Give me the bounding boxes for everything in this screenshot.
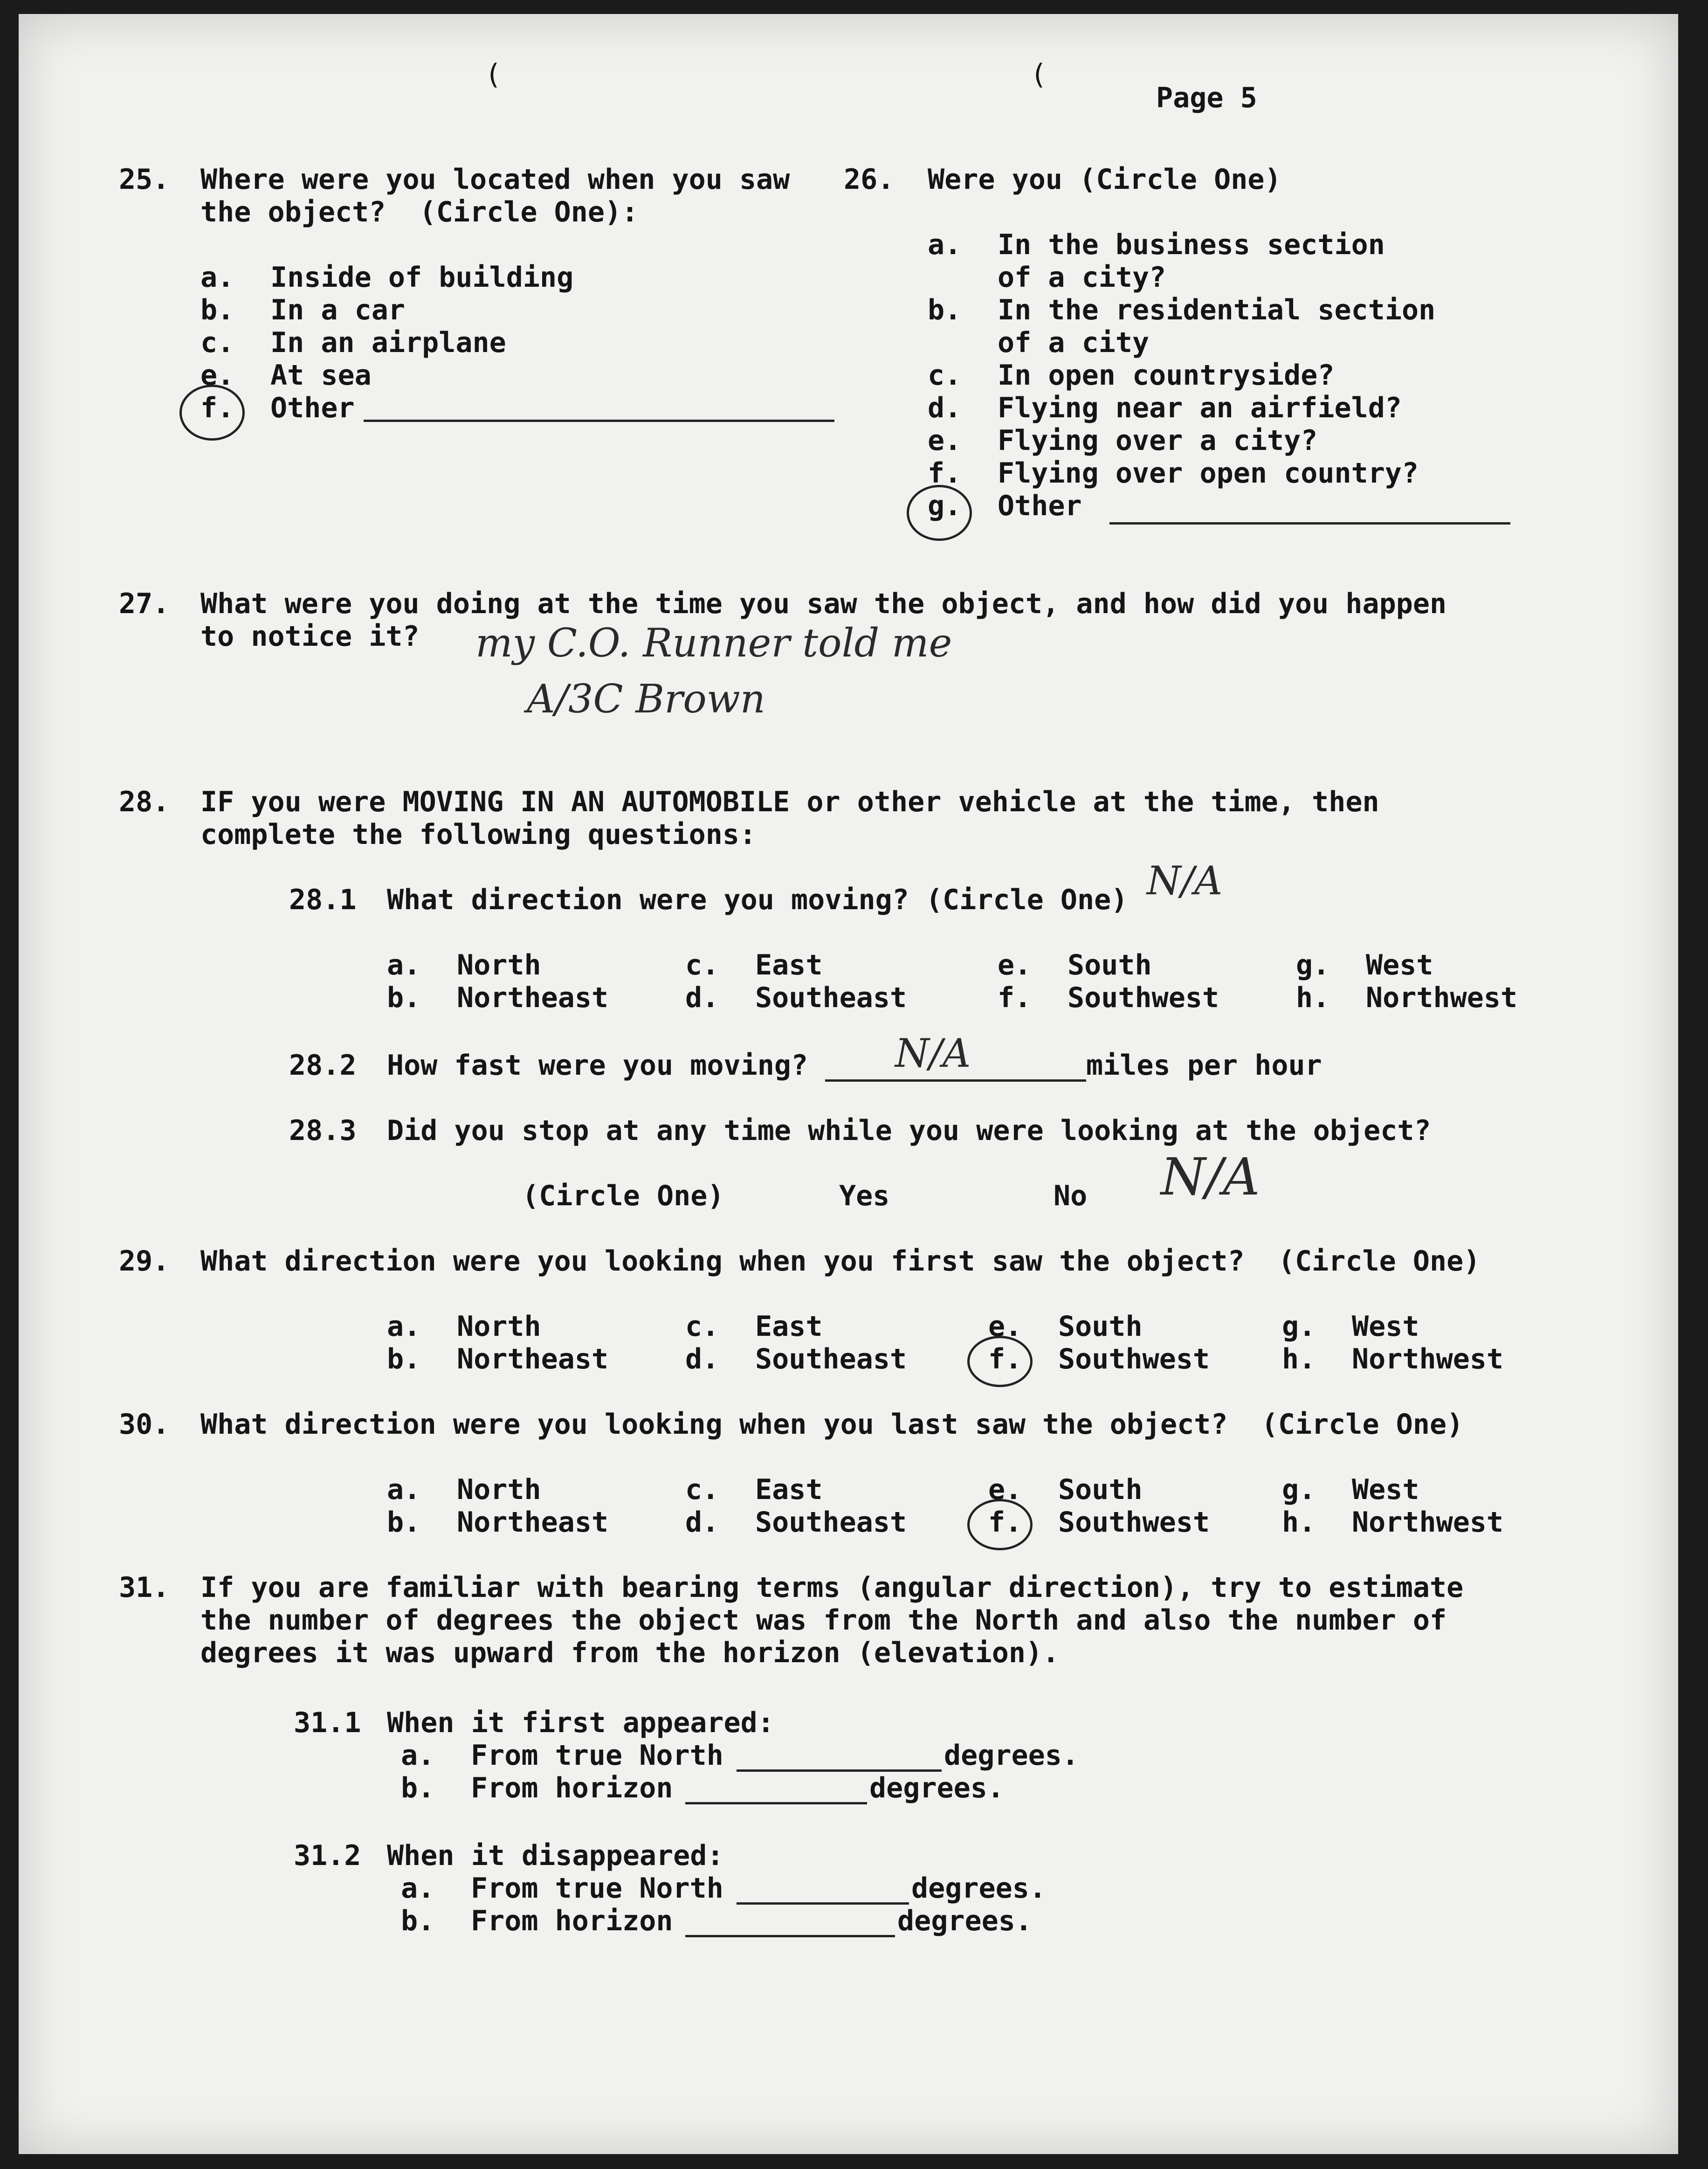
q28-1-option-text: South: [1068, 949, 1152, 981]
q31-2-horizon-degrees-blank[interactable]: [685, 1935, 895, 1937]
q28-2-number: 28.2: [289, 1049, 357, 1082]
q28-2-speed-blank[interactable]: [825, 1079, 1086, 1082]
q28-1-option-text: Northwest: [1366, 981, 1518, 1014]
q25-option-letter: f.: [200, 392, 234, 424]
q29-option-letter: a.: [387, 1310, 421, 1343]
q26-number: 26.: [844, 163, 895, 196]
q26-option-letter: f.: [928, 457, 962, 490]
q28-3-handwritten: N/A: [1161, 1147, 1260, 1207]
q29-option-text: North: [457, 1310, 541, 1343]
q30-option-text: West: [1352, 1473, 1419, 1506]
q29-option-text: East: [755, 1310, 823, 1343]
q28-3-number: 28.3: [289, 1114, 357, 1147]
q29-option-text: Southwest: [1058, 1343, 1210, 1375]
q29-option-text: South: [1058, 1310, 1143, 1343]
q31-1-a-letter: a.: [401, 1739, 435, 1772]
q30-option-letter: a.: [387, 1473, 421, 1506]
q25-question-line1: Where were you located when you saw: [200, 163, 790, 196]
q31-1-b-suffix: degrees.: [869, 1772, 1004, 1804]
q26-option-text: Flying over a city?: [998, 424, 1318, 457]
q30-option-letter: c.: [685, 1473, 719, 1506]
q28-1-option-text: East: [755, 949, 823, 981]
document-page: [19, 14, 1678, 2154]
q28-1-option-text: Northeast: [457, 981, 609, 1014]
q25-option-letter: a.: [200, 261, 234, 294]
q29-option-letter: d.: [685, 1343, 719, 1375]
q31-2-number: 31.2: [294, 1839, 361, 1872]
q27-number: 27.: [119, 587, 170, 620]
q27-handwritten-name: A/3C Brown: [527, 676, 765, 722]
q30-option-letter: g.: [1282, 1473, 1316, 1506]
q28-1-option-text: Southwest: [1068, 981, 1219, 1014]
q26-option-text: In open countryside?: [998, 359, 1335, 392]
q30-option-text: South: [1058, 1473, 1143, 1506]
q29-option-text: West: [1352, 1310, 1419, 1343]
q29-option-letter: f.: [988, 1343, 1022, 1375]
q27-question-line1: What were you doing at the time you saw the object, and how did you happen: [200, 587, 1447, 620]
q28-1-number: 28.1: [289, 884, 357, 916]
q30-number: 30.: [119, 1408, 170, 1441]
q29-option-letter: e.: [988, 1310, 1022, 1343]
q25-option-text: Inside of building: [270, 261, 574, 294]
q26-other-blank[interactable]: [1109, 522, 1510, 525]
q25-question-line2: the object? (Circle One):: [200, 196, 639, 228]
q31-question-line1: If you are familiar with bearing terms (angular direction), try to estimate: [200, 1571, 1464, 1604]
q30-answer-circle: [967, 1499, 1033, 1550]
q26-option-letter: g.: [928, 490, 962, 522]
q28-1-option-text: North: [457, 949, 541, 981]
q26-option-text: In the residential section: [998, 294, 1436, 326]
q26-option-letter: b.: [928, 294, 962, 326]
q26-option-letter: d.: [928, 392, 962, 424]
q28-3-option-yes: Yes: [839, 1180, 890, 1212]
q28-1-option-letter: h.: [1296, 981, 1330, 1014]
q28-question-line1: IF you were MOVING IN AN AUTOMOBILE or other vehicle at the time, then: [200, 786, 1379, 818]
q29-answer-circle: [967, 1336, 1033, 1387]
q29-option-letter: b.: [387, 1343, 421, 1375]
q25-other-blank[interactable]: [364, 420, 834, 422]
q28-2-question: How fast were you moving?: [387, 1049, 808, 1082]
q31-question-line2: the number of degrees the object was from the North and also the number of: [200, 1604, 1447, 1637]
q31-2-a-text: From true North: [471, 1872, 723, 1905]
hole-punch-mark-right: (: [1030, 58, 1047, 91]
q26-option-text: In the business section: [998, 228, 1385, 261]
q30-option-text: Southeast: [755, 1506, 907, 1539]
q30-option-text: East: [755, 1473, 823, 1506]
q26-option-letter: e.: [928, 424, 962, 457]
q28-1-handwritten: N/A: [1147, 858, 1223, 904]
q30-option-letter: b.: [387, 1506, 421, 1539]
q25-option-text: Other: [270, 392, 355, 424]
q28-1-option-letter: a.: [387, 949, 421, 981]
q28-1-option-letter: g.: [1296, 949, 1330, 981]
q29-option-letter: g.: [1282, 1310, 1316, 1343]
q25-option-letter: b.: [200, 294, 234, 326]
q30-option-text: North: [457, 1473, 541, 1506]
q26-option-letter: a.: [928, 228, 962, 261]
q30-option-text: Northeast: [457, 1506, 609, 1539]
page-number: Page 5: [1156, 82, 1257, 114]
q28-number: 28.: [119, 786, 170, 818]
hole-punch-mark-left: (: [485, 58, 502, 91]
q28-3-option-no: No: [1054, 1180, 1088, 1212]
q26-option-text-cont: of a city: [998, 326, 1150, 359]
q29-option-letter: h.: [1282, 1343, 1316, 1375]
q31-2-b-text: From horizon: [471, 1905, 673, 1937]
q29-question: What direction were you looking when you first saw the object? (Circle One): [200, 1245, 1481, 1278]
q30-option-text: Southwest: [1058, 1506, 1210, 1539]
q30-question: What direction were you looking when you last saw the object? (Circle One): [200, 1408, 1464, 1441]
q31-1-b-text: From horizon: [471, 1772, 673, 1804]
q25-option-text: At sea: [270, 359, 372, 392]
q28-1-option-letter: f.: [998, 981, 1032, 1014]
q28-2-handwritten: N/A: [895, 1030, 971, 1076]
q28-2-suffix: miles per hour: [1086, 1049, 1322, 1082]
q31-2-a-letter: a.: [401, 1872, 435, 1905]
q31-2-a-suffix: degrees.: [911, 1872, 1046, 1905]
q31-question-line3: degrees it was upward from the horizon (elevation).: [200, 1637, 1060, 1669]
q31-1-label: When it first appeared:: [387, 1706, 774, 1739]
q25-number: 25.: [119, 163, 170, 196]
q30-option-letter: f.: [988, 1506, 1022, 1539]
q26-option-text-cont: of a city?: [998, 261, 1166, 294]
q31-1-a-text: From true North: [471, 1739, 723, 1772]
q31-2-b-letter: b.: [401, 1905, 435, 1937]
q25-option-letter: e.: [200, 359, 234, 392]
q30-option-text: Northwest: [1352, 1506, 1504, 1539]
q25-option-text: In a car: [270, 294, 405, 326]
q29-number: 29.: [119, 1245, 170, 1278]
q26-answer-circle: [907, 485, 972, 541]
q27-handwritten-answer: my C.O. Runner told me: [475, 620, 952, 666]
q26-option-text: Flying over open country?: [998, 457, 1419, 490]
q29-option-text: Southeast: [755, 1343, 907, 1375]
q28-1-option-letter: e.: [998, 949, 1032, 981]
q28-3-question: Did you stop at any time while you were looking at the object?: [387, 1114, 1431, 1147]
q28-3-circle-label: (Circle One): [522, 1180, 724, 1212]
q31-number: 31.: [119, 1571, 170, 1604]
q25-option-text: In an airplane: [270, 326, 506, 359]
q31-2-north-degrees-blank[interactable]: [737, 1902, 909, 1905]
q31-1-a-suffix: degrees.: [944, 1739, 1079, 1772]
q30-option-letter: d.: [685, 1506, 719, 1539]
q29-option-text: Northeast: [457, 1343, 609, 1375]
q26-option-text: Other: [998, 490, 1082, 522]
q28-1-question: What direction were you moving? (Circle One): [387, 884, 1128, 916]
q31-1-horizon-degrees-blank[interactable]: [685, 1802, 867, 1804]
q28-1-option-text: Southeast: [755, 981, 907, 1014]
q28-1-option-text: West: [1366, 949, 1433, 981]
q28-question-line2: complete the following questions:: [200, 818, 757, 851]
q30-option-letter: h.: [1282, 1506, 1316, 1539]
q28-1-option-letter: d.: [685, 981, 719, 1014]
q28-1-option-letter: b.: [387, 981, 421, 1014]
q28-1-option-letter: c.: [685, 949, 719, 981]
q25-option-letter: c.: [200, 326, 234, 359]
q31-2-label: When it disappeared:: [387, 1839, 724, 1872]
q30-option-letter: e.: [988, 1473, 1022, 1506]
q26-option-letter: c.: [928, 359, 962, 392]
q29-option-text: Northwest: [1352, 1343, 1504, 1375]
q27-question-line2: to notice it?: [200, 620, 420, 653]
q29-option-letter: c.: [685, 1310, 719, 1343]
q25-answer-circle: [179, 385, 245, 441]
q26-question: Were you (Circle One): [928, 163, 1281, 196]
q26-option-text: Flying near an airfield?: [998, 392, 1402, 424]
q31-1-number: 31.1: [294, 1706, 361, 1739]
q31-2-b-suffix: degrees.: [897, 1905, 1032, 1937]
q31-1-b-letter: b.: [401, 1772, 435, 1804]
